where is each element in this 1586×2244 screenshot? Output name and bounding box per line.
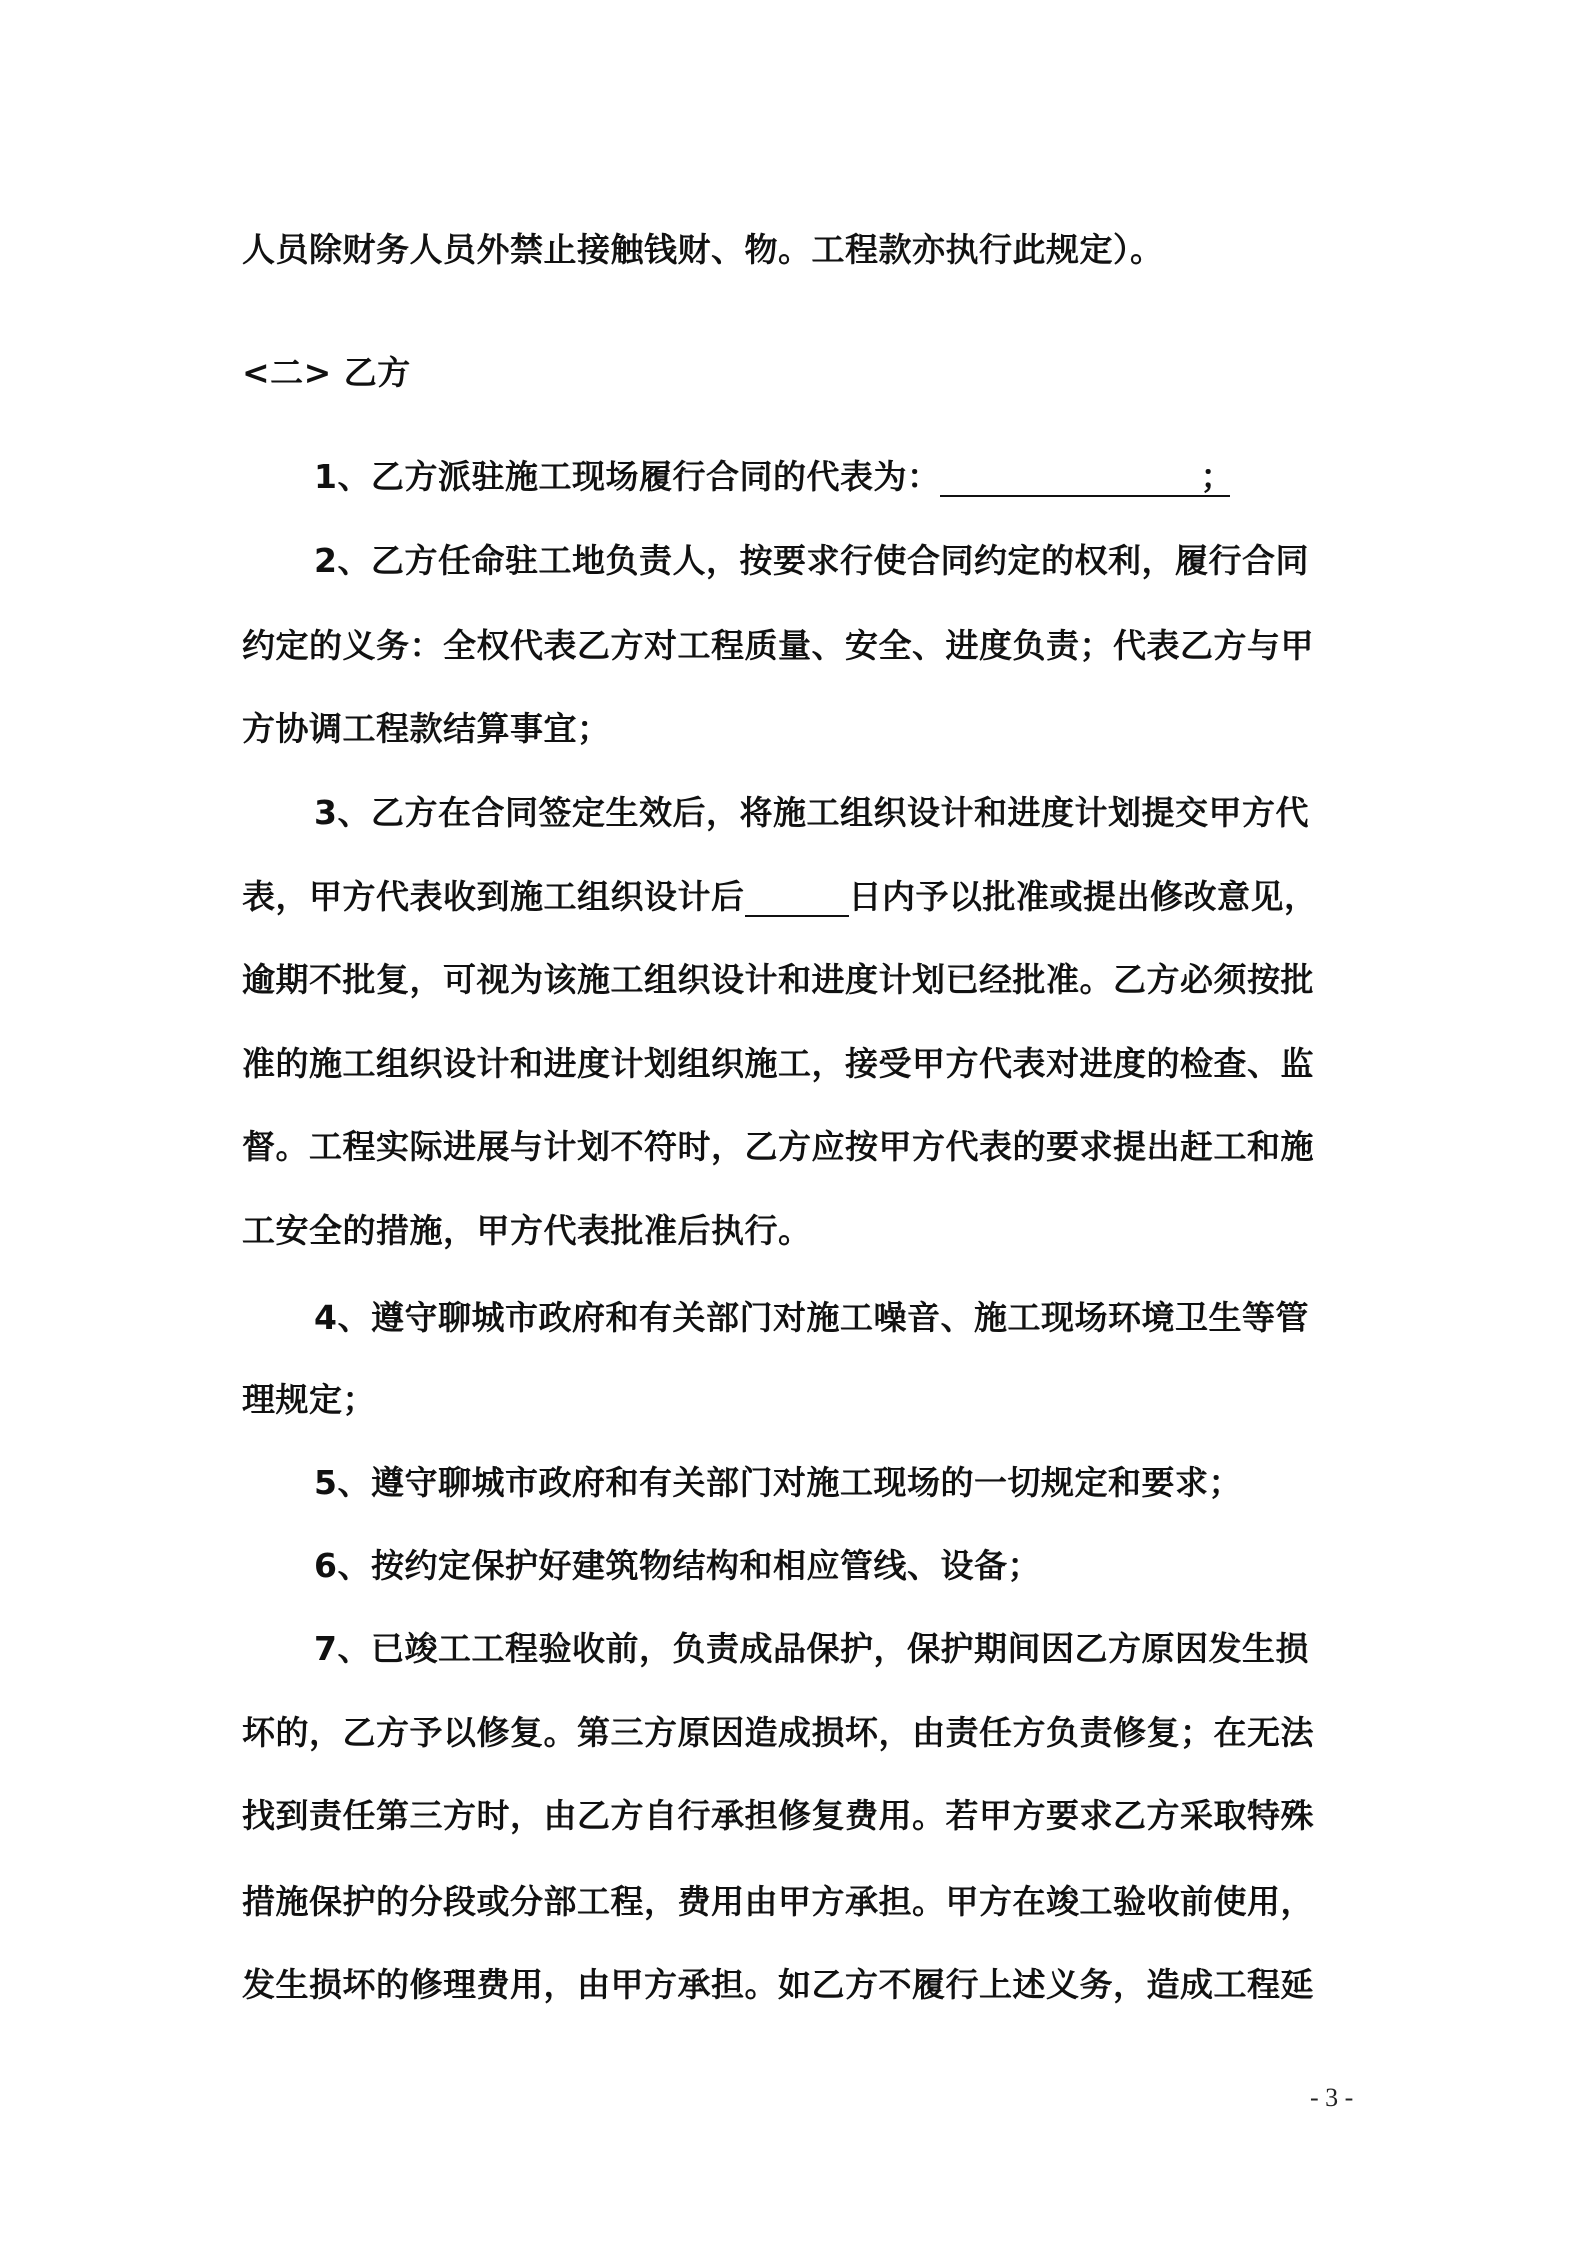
paragraph-line: 工安全的措施，甲方代表批准后执行。 [242, 1211, 812, 1250]
paragraph-line: 坏的，乙方予以修复。第三方原因造成损坏，由责任方负责修复；在无法 [242, 1713, 1314, 1752]
item-3-days-line [242, 877, 1357, 917]
paragraph-line: 2、乙方任命驻工地负责人，按要求行使合同约定的权利，履行合同 [314, 541, 1309, 580]
paragraph-line: 措施保护的分段或分部工程，费用由甲方承担。甲方在竣工验收前使用， [242, 1882, 1314, 1921]
paragraph-line: 理规定； [242, 1380, 376, 1419]
page-number: - 3 - [1310, 2083, 1354, 2112]
section-heading: <二> 乙方 [242, 353, 411, 392]
days-blank-field[interactable] [745, 881, 849, 917]
representative-blank-field[interactable] [940, 461, 1230, 497]
paragraph-line: 方协调工程款结算事宜； [242, 709, 611, 748]
paragraph-line: 逾期不批复，可视为该施工组织设计和进度计划已经批准。乙方必须按批 [242, 960, 1314, 999]
item-1-line [314, 457, 1357, 497]
item-3-before: 表，甲方代表收到施工组织设计后 [242, 877, 745, 916]
paragraph-line: 7、已竣工工程验收前，负责成品保护，保护期间因乙方原因发生损 [314, 1629, 1309, 1668]
paragraph-line: 4、遵守聊城市政府和有关部门对施工噪音、施工现场环境卫生等管 [314, 1298, 1309, 1337]
item-3-after: 日内予以批准或提出修改意见， [848, 877, 1318, 916]
paragraph-line: 督。工程实际进展与计划不符时，乙方应按甲方代表的要求提出赶工和施 [242, 1127, 1314, 1166]
paragraph-line: 发生损坏的修理费用，由甲方承担。如乙方不履行上述义务，造成工程延 [242, 1965, 1314, 2004]
paragraph-line: 准的施工组织设计和进度计划组织施工，接受甲方代表对进度的检查、监 [242, 1044, 1314, 1083]
item-1-end: ； [1200, 457, 1234, 496]
paragraph-line: 找到责任第三方时，由乙方自行承担修复费用。若甲方要求乙方采取特殊 [242, 1796, 1314, 1835]
paragraph-line: 5、遵守聊城市政府和有关部门对施工现场的一切规定和要求； [314, 1463, 1242, 1502]
paragraph-line: 约定的义务：全权代表乙方对工程质量、安全、进度负责；代表乙方与甲 [242, 626, 1314, 665]
paragraph-line: 人员除财务人员外禁止接触钱财、物。工程款亦执行此规定）。 [242, 230, 1164, 269]
item-1-text: 1、乙方派驻施工现场履行合同的代表为： [314, 457, 941, 496]
paragraph-line: 3、乙方在合同签定生效后，将施工组织设计和进度计划提交甲方代 [314, 793, 1309, 832]
paragraph-line: 6、按约定保护好建筑物结构和相应管线、设备； [314, 1546, 1041, 1585]
